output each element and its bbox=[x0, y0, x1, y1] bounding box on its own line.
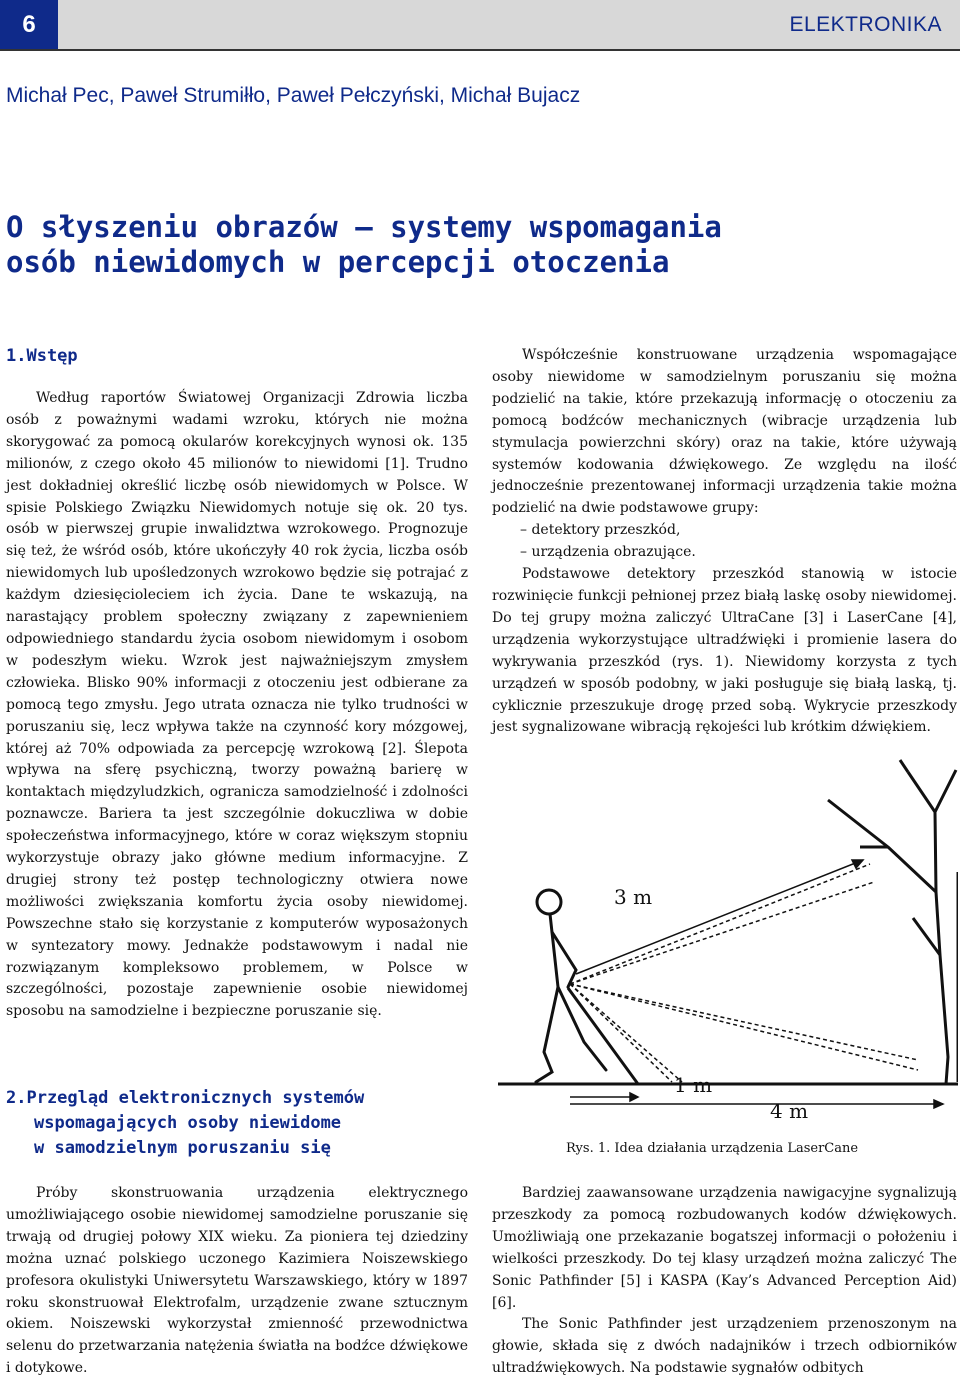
right-paragraph-3: Bardziej zaawansowane urządzenia nawigacyjne sygnalizują przeszkody za pomocą rozbudowanych kodów dźwiękowych. Umożliwiają one przekazanie bogatszej informacji o położeniu i wielkości przeszkody. Do tej klasy urządzeń można zaliczyć The Sonic Pathfinder [5] i KASPA (Kay’s Advanced Perception Aid) [6]. bbox=[492, 1185, 957, 1311]
person-head bbox=[537, 890, 561, 914]
right-paragraph-2: Podstawowe detektory przeszkód stanowią w istocie rozwinięcie funkcji pełnionej przez białą laskę osoby niewidomej. Do tej grupy można zaliczyć UltraCane [3] i LaserCane [4], urządzenia wykorzystujące ultradźwięki i promienie lasera do wykrywania przeszkód (rys. 1). Niewidomy korzysta z tych urządzeń w sposób podobny, w jaki posługuje się białą laską, tj. cyklicznie przeszukuje drogę przed sobą. Wykrycie przeszkody jest sygnalizowane wibracją rękojeści lub krótkim dźwiękiem. bbox=[492, 566, 957, 736]
tree-trunk-left bbox=[935, 770, 956, 1084]
arrow-3m bbox=[576, 860, 863, 974]
left-column-section-2 bbox=[6, 1183, 468, 1380]
right-column-top bbox=[492, 345, 957, 739]
section-2-heading-line-1: 2.Przegląd elektronicznych systemów bbox=[6, 1088, 365, 1108]
person-body bbox=[550, 914, 558, 987]
beam-middle bbox=[570, 984, 918, 1060]
label-3m: 3 m bbox=[614, 885, 653, 909]
left-column-section-1 bbox=[6, 388, 468, 1023]
figure-caption: Rys. 1. Idea działania urządzenia LaserCane bbox=[566, 1141, 859, 1156]
section-1-paragraph: Według raportów Światowej Organizacji Zdrowia liczba osób z poważnymi wadami wzroku, których nie można skorygować za pomocą okularów korekcyjnych wynosi ok. 135 milionów, z czego około 45 milionów to niewidomi [1]. Trudno jest dokładniej określić liczbę osób niewidomych w Polsce. W spisie Polskiego Związku Niewidomych notuje się ok. 20 tys. osób w pierwszej grupie inwalidztwa wzrokowego. Prognozuje się też, że wśród osób, które ukończyły 40 rok życia, liczba osób niewidomych lub upośledzonych wzrokowo będzie się potrajać z każdym dziesięcioleciem ich życia. Dane te wskazują, na narastający problem społeczny związany z zapewnieniem odpowiedniego standardu życia osobom niewidomym i osobom w podeszłym wieku. Wzrok jest najważniejszym zmysłem człowieka. Blisko 90% informacji z otoczeniu jest odbierane za pomocą tego zmysłu. Jego utrata oznacza nie tylko trudności w poruszaniu się, lecz wpływa także na czynność kory mózgowej, której aż 70% odpowiada za percepcję wzrokową [2]. Ślepota wpływa na sferę psychiczną, tworzy poważną barierę w kontaktach międzyludzkich, ogranicza samodzielność i zdolności poznawcze. Bariera ta jest szczególnie dokuczliwa w dobie społeczeństwa informacyjnego, które w coraz większym stopniu wykorzystuje obrazy jako główne medium informacyjne. Z drugiej strony też postęp technologiczny otwiera nowe możliwości zwiększania komfortu życia osoby niewidomej. Powszechne stało się korzystanie z komputerów wyposażonych w syntezatory mowy. Jednakże podstawowym i nadal nie rozwiązanym kompleksowo problemem, w Polsce w szczególności, pozostaje zapewnienie osobie niewidomej sposobu na samodzielne i bezpieczne poruszanie się. bbox=[6, 390, 468, 1020]
list-item-imaging: – urządzenia obrazujące. bbox=[520, 544, 696, 561]
page-number: 6 bbox=[0, 0, 58, 49]
cane bbox=[568, 988, 638, 1084]
article-title bbox=[6, 210, 946, 280]
section-1-heading: 1.Wstęp bbox=[6, 346, 78, 366]
tree-branch-top bbox=[908, 772, 935, 812]
title-line-1: O słyszeniu obrazów – systemy wspomagania bbox=[6, 210, 722, 244]
section-2-heading bbox=[6, 1086, 476, 1161]
arrow-4m-head bbox=[934, 1100, 943, 1108]
tree-illustration bbox=[828, 760, 958, 1084]
label-1m: 1 m bbox=[674, 1073, 713, 1097]
arrow-1m-head bbox=[630, 1093, 638, 1101]
beam-middle-2 bbox=[570, 984, 918, 1070]
page-header bbox=[0, 0, 960, 51]
person-back-leg bbox=[536, 987, 558, 1082]
arrow-3m-head bbox=[852, 860, 863, 868]
right-paragraph-4: The Sonic Pathfinder jest urządzeniem przenoszonym na głowie, składa się z dwóch nadajników i trzech odbiorników ultradźwiękowych. Na podstawie sygnałów odbitych bbox=[492, 1316, 957, 1377]
section-2-heading-line-2: wspomagających osoby niewidome bbox=[34, 1113, 342, 1133]
label-4m: 4 m bbox=[770, 1099, 809, 1123]
device-group-list bbox=[492, 520, 957, 564]
list-item-detectors: – detektory przeszkód, bbox=[520, 522, 681, 539]
right-paragraph-1: Współcześnie konstruowane urządzenia wspomagające osoby niewidome w samodzielnym poruszaniu się można podzielić na takie, które przekazują informację o otoczeniu za pomocą bodźców mechanicznych (wibracje urządzenia lub stymulacja powierzchni skóry) oraz na takie, które używają systemów kodowania dźwiękowego. Ze względu na ilość jednocześnie prezentowanej informacji urządzenia takie można podzielić na dwie podstawowe grupy: bbox=[492, 347, 957, 517]
title-line-2: osób niewidomych w percepcji otoczenia bbox=[6, 245, 670, 279]
lasercane-figure bbox=[488, 752, 958, 1137]
beam-down bbox=[570, 984, 672, 1082]
tree-twig-top bbox=[900, 760, 908, 772]
authors: Michał Pec, Paweł Strumiłło, Paweł Pełczyński, Michał Bujacz bbox=[6, 84, 581, 107]
tree-branch-low bbox=[913, 918, 940, 955]
section-label: ELEKTRONIKA bbox=[789, 13, 942, 36]
section-2-paragraph: Próby skonstruowania urządzenia elektrycznego umożliwiającego osobie niewidomej samodzielne poruszanie się trwają od drugiej połowy XIX wieku. Za pioniera tej dziedziny można uznać polskiego uczonego Kazimiera Noiszewskiego profesora okulistyki Uniwersytetu Warszawskiego, który w 1897 roku skonstruował Elektrofalm, urządzenie zwane sztucznym okiem. Noiszewski wykorzystał zmienność przewodnictwa selenu do przetwarzania natężenia światła na bodźce dźwiękowe i dotykowe. bbox=[6, 1185, 468, 1377]
right-column-bottom bbox=[492, 1183, 957, 1380]
section-2-heading-line-3: w samodzielnym poruszaniu się bbox=[34, 1138, 331, 1158]
beam-upper bbox=[570, 864, 870, 984]
